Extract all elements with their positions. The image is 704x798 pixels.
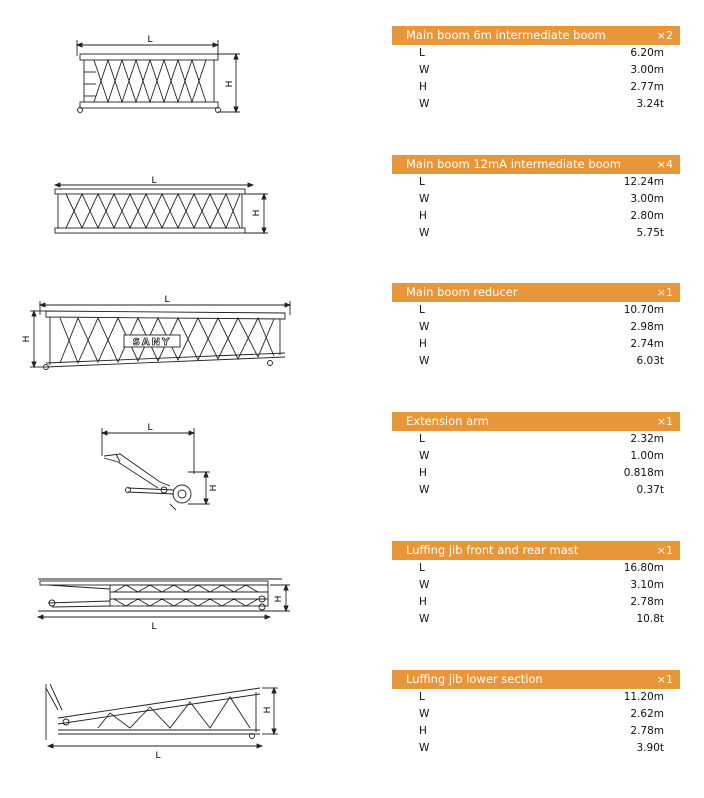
component-row-6: [0, 670, 704, 798]
dim-l-label: L: [151, 622, 157, 632]
spec-width: W 3.00m: [419, 193, 664, 205]
component-row-1: [0, 26, 704, 154]
spec-height: H 2.74m: [419, 338, 664, 350]
spec-width: W 1.00m: [419, 450, 664, 462]
spec-width: W 3.00m: [419, 64, 664, 76]
component-title: Main boom 12mA intermediate boom: [406, 157, 621, 171]
quantity-badge: ×1: [656, 673, 673, 686]
spec-height: H 2.78m: [419, 596, 664, 608]
spec-height: H 2.80m: [419, 210, 664, 222]
sany-logo: SANY: [132, 337, 172, 348]
spec-height: H 2.77m: [419, 81, 664, 93]
spec-height: H 2.78m: [419, 725, 664, 737]
component-title: Luffing jib lower section: [406, 672, 543, 686]
spec-width: W 3.10m: [419, 579, 664, 591]
dim-h-label: H: [252, 209, 262, 217]
spec-weight: W 0.37t: [419, 484, 664, 496]
spec-weight: W 6.03t: [419, 355, 664, 367]
component-title: Main boom reducer: [406, 285, 518, 299]
quantity-badge: ×1: [656, 544, 673, 557]
boom-6m-drawing: [0, 26, 380, 154]
spec-length: L 10.70m: [419, 304, 664, 316]
spec-card: [392, 26, 680, 113]
component-row-3: [0, 283, 704, 411]
spec-header: [392, 26, 680, 45]
spec-header: [392, 412, 680, 431]
spec-card: [392, 155, 680, 242]
dim-h-label: H: [22, 335, 32, 343]
spec-header: [392, 670, 680, 689]
quantity-badge: ×2: [656, 29, 673, 42]
dim-h-label: H: [274, 595, 284, 603]
quantity-badge: ×4: [656, 158, 673, 171]
spec-length: L 2.32m: [419, 433, 664, 445]
quantity-badge: ×1: [656, 286, 673, 299]
dim-h-label: H: [209, 484, 219, 492]
spec-weight: W 3.90t: [419, 742, 664, 754]
component-row-4: [0, 412, 704, 540]
dim-l-label: L: [155, 751, 161, 761]
spec-card: [392, 412, 680, 499]
spec-header: [392, 541, 680, 560]
boom-12m-drawing: [0, 155, 380, 283]
extension-arm-drawing: [0, 412, 380, 540]
dim-l-label: L: [151, 176, 157, 186]
spec-card: [392, 283, 680, 370]
dim-h-label: H: [263, 706, 273, 714]
dim-l-label: L: [147, 35, 153, 45]
spec-width: W 2.62m: [419, 708, 664, 720]
spec-weight: W 3.24t: [419, 98, 664, 110]
spec-length: L 16.80m: [419, 562, 664, 574]
boom-reducer-drawing: [0, 283, 380, 411]
spec-weight: W 10.8t: [419, 613, 664, 625]
component-title: Luffing jib front and rear mast: [406, 543, 579, 557]
luffing-jib-mast-drawing: [0, 541, 380, 669]
luffing-jib-lower-drawing: [0, 670, 380, 798]
spec-length: L 12.24m: [419, 176, 664, 188]
dim-l-label: L: [164, 295, 170, 305]
spec-weight: W 5.75t: [419, 227, 664, 239]
spec-header: [392, 155, 680, 174]
spec-card: [392, 541, 680, 628]
spec-header: [392, 283, 680, 302]
component-title: Extension arm: [406, 414, 489, 428]
spec-card: [392, 670, 680, 757]
component-title: Main boom 6m intermediate boom: [406, 28, 606, 42]
spec-length: L 6.20m: [419, 47, 664, 59]
dim-l-label: L: [147, 423, 153, 433]
quantity-badge: ×1: [656, 415, 673, 428]
spec-width: W 2.98m: [419, 321, 664, 333]
component-row-2: [0, 155, 704, 283]
component-row-5: [0, 541, 704, 669]
dim-h-label: H: [225, 80, 235, 88]
spec-height: H 0.818m: [419, 467, 664, 479]
spec-length: L 11.20m: [419, 691, 664, 703]
